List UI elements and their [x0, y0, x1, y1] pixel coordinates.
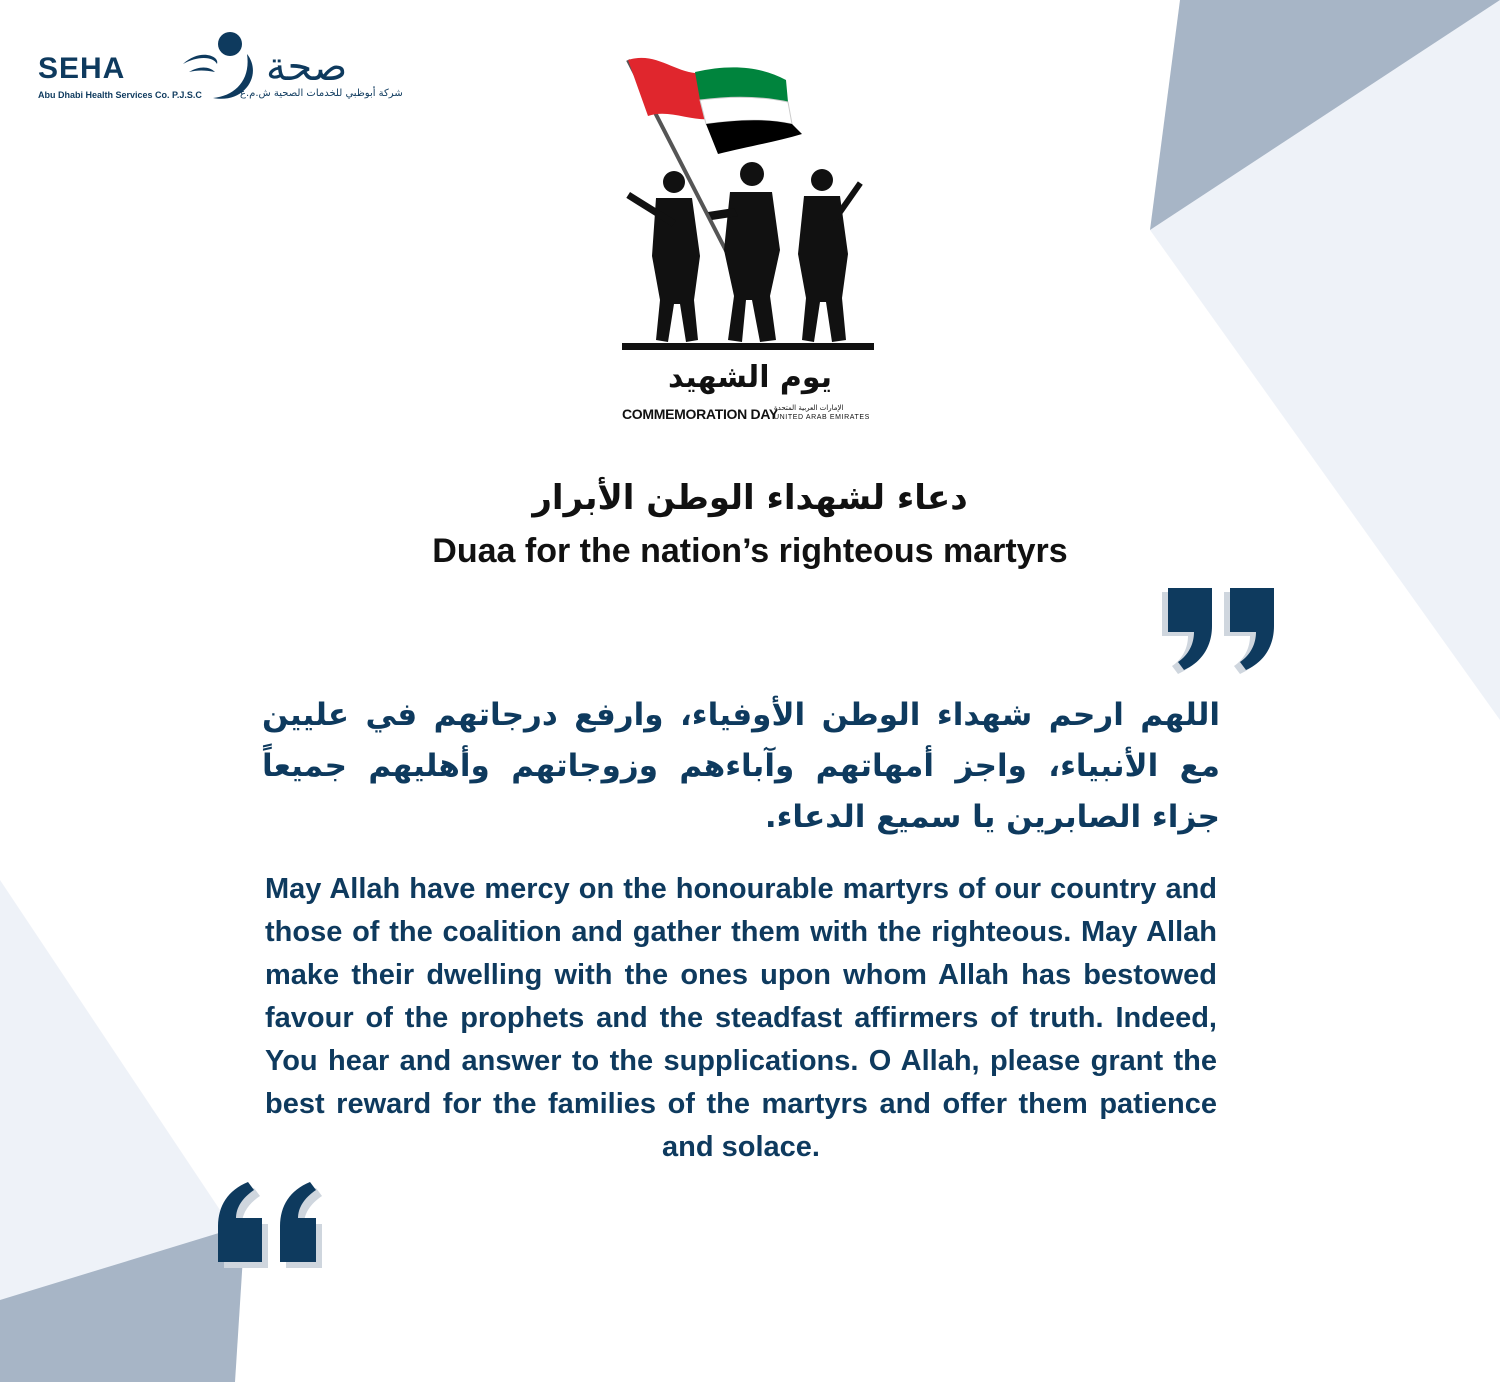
page-title-ar: دعاء لشهداء الوطن الأبرار: [532, 478, 968, 518]
emblem-title-ar: يوم الشهيد: [668, 360, 832, 395]
page-title-en: Duaa for the nation’s righteous martyrs: [432, 532, 1068, 570]
commemoration-day-emblem: [600, 50, 900, 430]
emblem-country-ar: الإمارات العربية المتحدة: [774, 404, 844, 412]
emblem-title-en: COMMEMORATION DAY: [622, 406, 778, 422]
opening-quotation-mark-icon: [198, 1172, 323, 1272]
duaa-text-en: May Allah have mercy on the honourable martyrs of our country and those of the coalition and gather them with the righteous. May Allah make their dwelling with the ones upon whom Allah has bestowed favour of the prophets and the steadfast affirmers of truth. Indeed, You hear and answer to the supplications. O Allah, please grant the best reward for the families of the martyrs and offer them patience and solace.: [265, 873, 1217, 1163]
duaa-text-ar: اللهم ارحم شهداء الوطن الأوفياء، وارفع درجاتهم في عليين مع الأنبياء، واجز أمهاتهم وآباءهم وزوجاتهم وأهليهم جميعاً جزاء الصابرين يا سميع الدعاء.: [262, 697, 1220, 835]
logo-subtitle-en: Abu Dhabi Health Services Co. P.J.S.C: [38, 90, 202, 100]
logo-text-en: SEHA: [38, 52, 126, 85]
seha-logo: [30, 22, 403, 112]
uae-flag-icon: [628, 58, 802, 154]
soldiers-with-flag-icon: [600, 50, 900, 360]
logo-subtitle-ar: شركة أبوظبي للخدمات الصحية ش.م.ع: [240, 88, 403, 99]
logo-text-ar: صحة: [266, 44, 348, 90]
closing-quotation-mark-icon: [1160, 580, 1280, 680]
emblem-country-en: UNITED ARAB EMIRATES: [774, 414, 870, 421]
